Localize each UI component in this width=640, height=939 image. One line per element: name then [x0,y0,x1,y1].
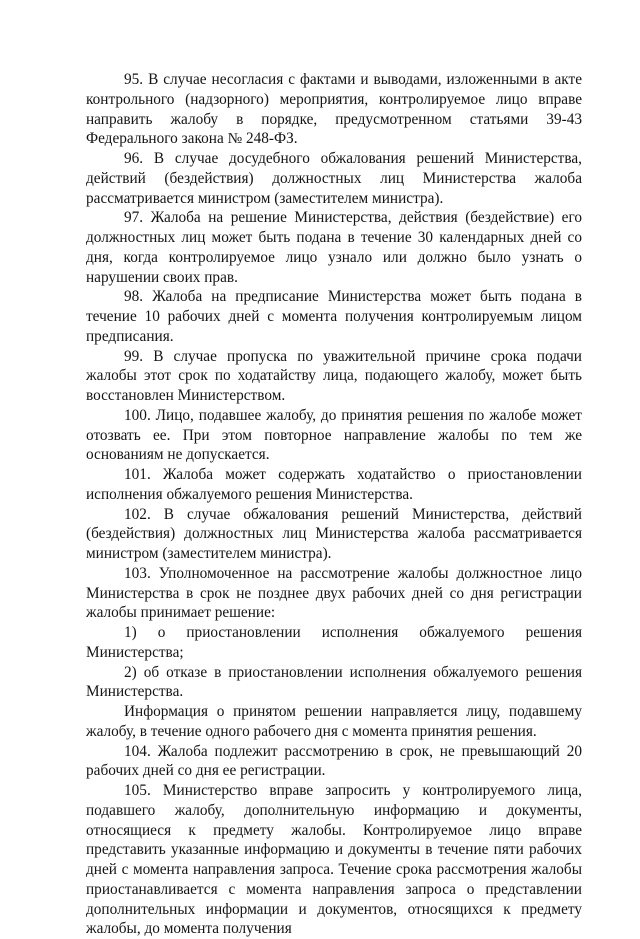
paragraph-105: 105. Министерство вправе запросить у контролируемого лица, подавшего жалобу, дополнительную информацию и документы, относящиеся к предмету жалобы. Контролируемое лицо вправе представить указанные информацию и документы в течение пяти рабочих дней с момента направления запроса. Течение срока рассмотрения жалобы приостанавливается с момента направления запроса о представлении дополнительных информации и документов, относящихся к предмету жалобы, до момента получения [86,782,582,938]
paragraph-96: 96. В случае досудебного обжалования решений Министерства, действий (бездействия) должностных лиц Министерства жалоба рассматривается министром (заместителем министра). [86,150,582,207]
paragraph-99: 99. В случае пропуска по уважительной причине срока подачи жалобы этот срок по ходатайству лица, подающего жалобу, может быть восстановлен Министерством. [86,347,582,404]
paragraph-notice: Информация о принятом решении направляется лицу, подавшему жалобу, в течение одного рабочего дня с момента принятия решения. [86,703,582,740]
list-item-2: 2) об отказе в приостановлении исполнения обжалуемого решения Министерства. [86,663,582,701]
paragraph-100: 100. Лицо, подавшее жалобу, до принятия решения по жалобе может отозвать ее. При этом повторное направление жалобы по тем же основаниям не допускается. [86,406,582,464]
paragraph-98: 98. Жалоба на предписание Министерства может быть подана в течение 10 рабочих дней с момента получения контролируемым лицом предписания. [86,288,582,345]
document-body [86,70,582,939]
paragraph-97: 97. Жалоба на решение Министерства, действия (бездействие) его должностных лиц может быть подана в течение 30 календарных дней со дня, когда контролируемое лицо узнало или должно было узнать о нарушении своих прав. [86,209,582,286]
paragraph-102: 102. В случае обжалования решений Министерства, действий (бездействия) должностных лиц Министерства жалоба рассматривается министром (заместителем министра). [86,505,582,562]
paragraph-95: 95. В случае несогласия с фактами и выводами, изложенными в акте контрольного (надзорного) мероприятия, контролируемое лицо вправе направить жалобу в порядке, предусмотренном статьями 39-43 Федерального закона № 248-ФЗ. [86,71,582,148]
paragraph-101: 101. Жалоба может содержать ходатайство о приостановлении исполнения обжалуемого решения Министерства. [86,466,582,503]
paragraph-103: 103. Уполномоченное на рассмотрение жалобы должностное лицо Министерства в срок не позднее двух рабочих дней со дня регистрации жалобы принимает решение: [86,564,582,622]
list-item-1: 1) о приостановлении исполнения обжалуемого решения Министерства; [86,624,582,661]
paragraph-104: 104. Жалоба подлежит рассмотрению в срок, не превышающий 20 рабочих дней со дня ее регистрации. [86,742,582,780]
